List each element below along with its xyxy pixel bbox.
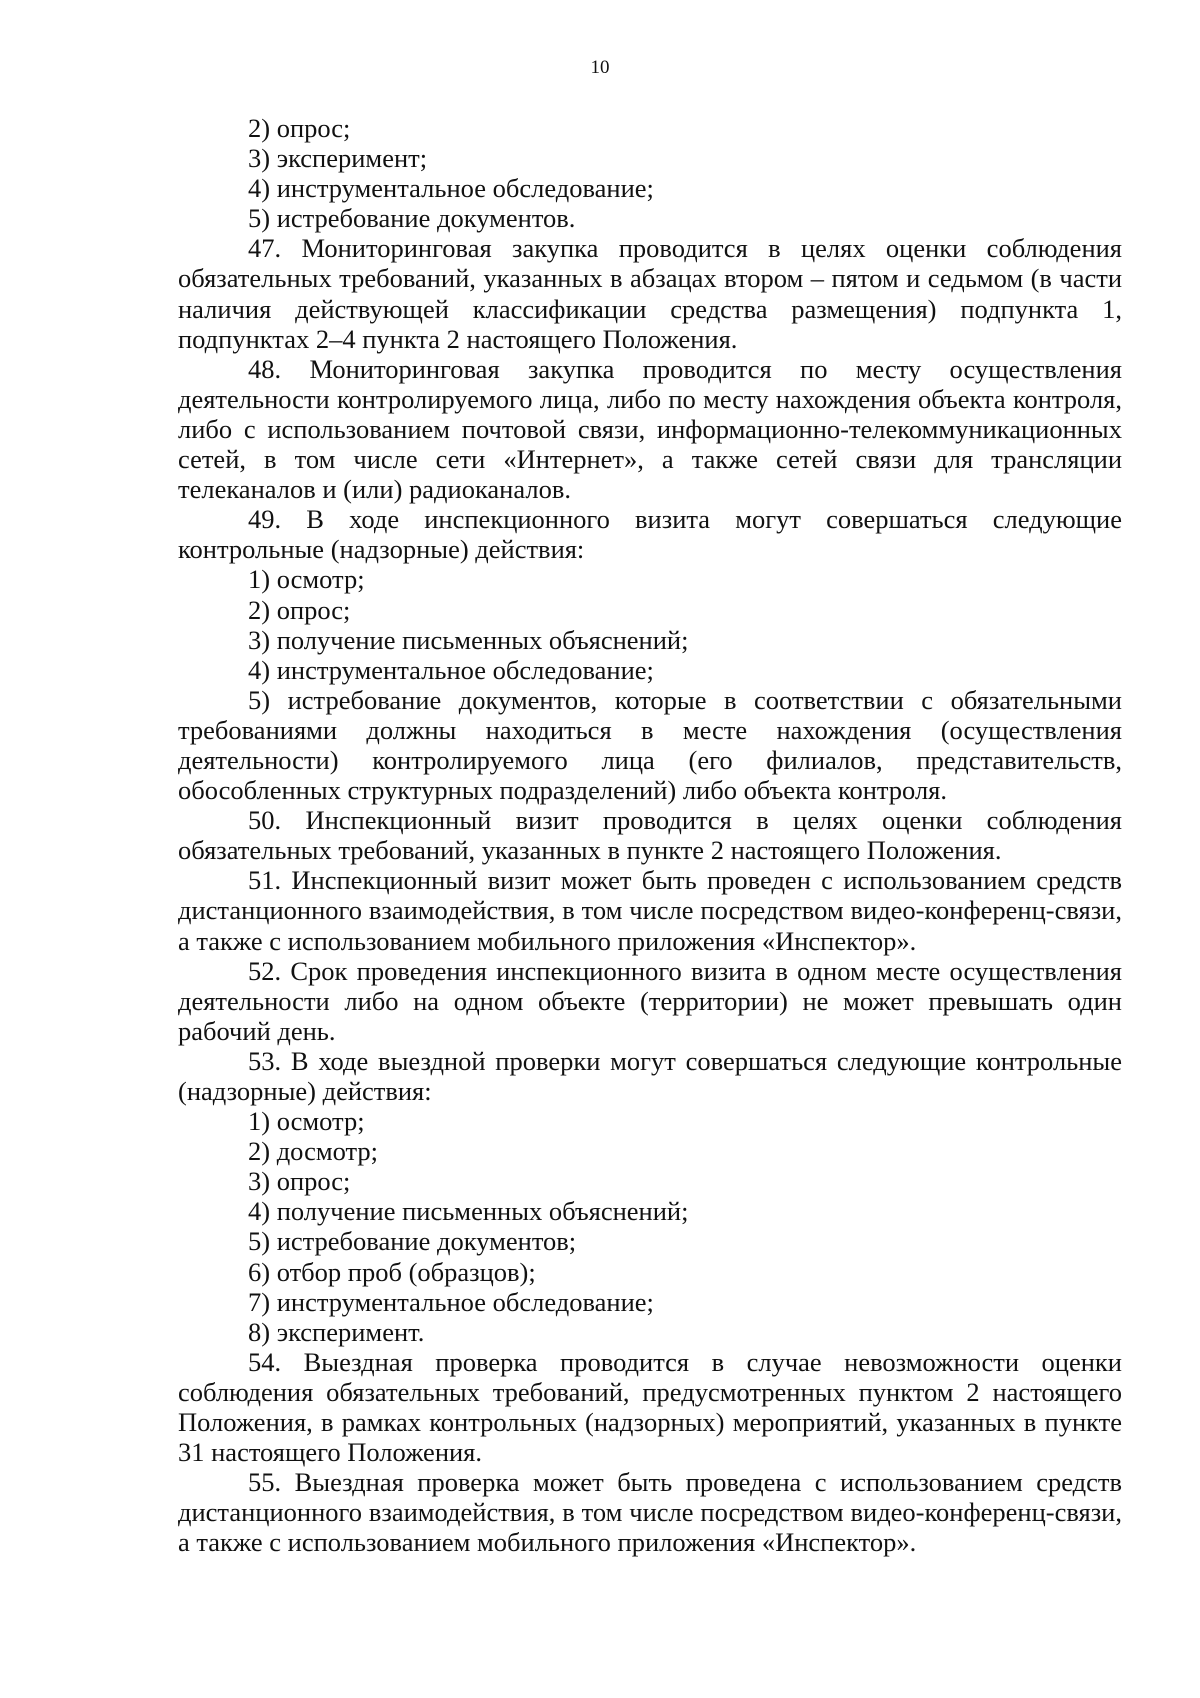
list-item: 6) отбор проб (образцов); [248,1256,536,1287]
list-item: 1) осмотр; [248,564,365,595]
list-item: 3) получение письменных объяснений; [248,624,689,655]
list-item: 8) эксперимент. [248,1316,425,1347]
paragraph-55: 55. Выездная проверка может быть проведена с использованием средств дистанционного взаимодействия, в том числе посредством видео-конференц-связи, а также с использованием мобильного приложения «Инспектор». [178,1467,1122,1558]
list-item: 7) инструментальное обследование; [248,1286,654,1317]
paragraph-50: 50. Инспекционный визит проводится в целях оценки соблюдения обязательных требований, указанных в пункте 2 настоящего Положения. [178,805,1122,866]
list-item: 4) получение письменных объяснений; [248,1196,689,1227]
list-item: 5) истребование документов. [248,203,576,234]
list-item: 3) эксперимент; [248,143,428,174]
list-item: 5) истребование документов, которые в соответствии с обязательными требованиями должны находиться в месте нахождения (осуществления деятельности) контролируемого лица (его филиалов, представительств, обособленных структурных подразделений) либо объекта контроля. [178,684,1122,806]
paragraph-48: 48. Мониторинговая закупка проводится по месту осуществления деятельности контролируемого лица, либо по месту нахождения объекта контроля, либо с использованием почтовой связи, информационно-телекоммуникационных сетей, в том числе сети «Интернет», а также сетей связи для трансляции телеканалов и (или) радиоканалов. [178,353,1122,505]
list-item: 2) досмотр; [248,1136,379,1167]
list-item: 2) опрос; [248,594,351,625]
list-item: 5) истребование документов; [248,1226,577,1257]
paragraph-51: 51. Инспекционный визит может быть проведен с использованием средств дистанционного взаимодействия, в том числе посредством видео-конференц-связи, а также с использованием мобильного приложения «Инспектор». [178,865,1122,956]
list-item: 1) осмотр; [248,1106,365,1137]
list-item: 4) инструментальное обследование; [248,173,654,204]
paragraph-49: 49. В ходе инспекционного визита могут совершаться следующие контрольные (надзорные) действия: [178,504,1122,565]
paragraph-53: 53. В ходе выездной проверки могут совершаться следующие контрольные (надзорные) действия: [178,1045,1122,1106]
paragraph-52: 52. Срок проведения инспекционного визита в одном месте осуществления деятельности либо на одном объекте (территории) не может превышать один рабочий день. [178,955,1122,1046]
paragraph-54: 54. Выездная проверка проводится в случае невозможности оценки соблюдения обязательных требований, предусмотренных пунктом 2 настоящего Положения, в рамках контрольных (надзорных) мероприятий, указанных в пункте 31 настоящего Положения. [178,1346,1122,1468]
list-item: 3) опрос; [248,1166,351,1197]
list-item: 2) опрос; [248,113,351,143]
page-number: 10 [590,57,610,78]
paragraph-47: 47. Мониторинговая закупка проводится в целях оценки соблюдения обязательных требований, указанных в абзацах втором – пятом и седьмом (в части наличия действующей классификации средства размещения) подпункта 1, подпунктах 2–4 пункта 2 настоящего Положения. [178,233,1122,354]
document-body [178,113,1122,1558]
list-item: 4) инструментальное обследование; [248,654,654,685]
